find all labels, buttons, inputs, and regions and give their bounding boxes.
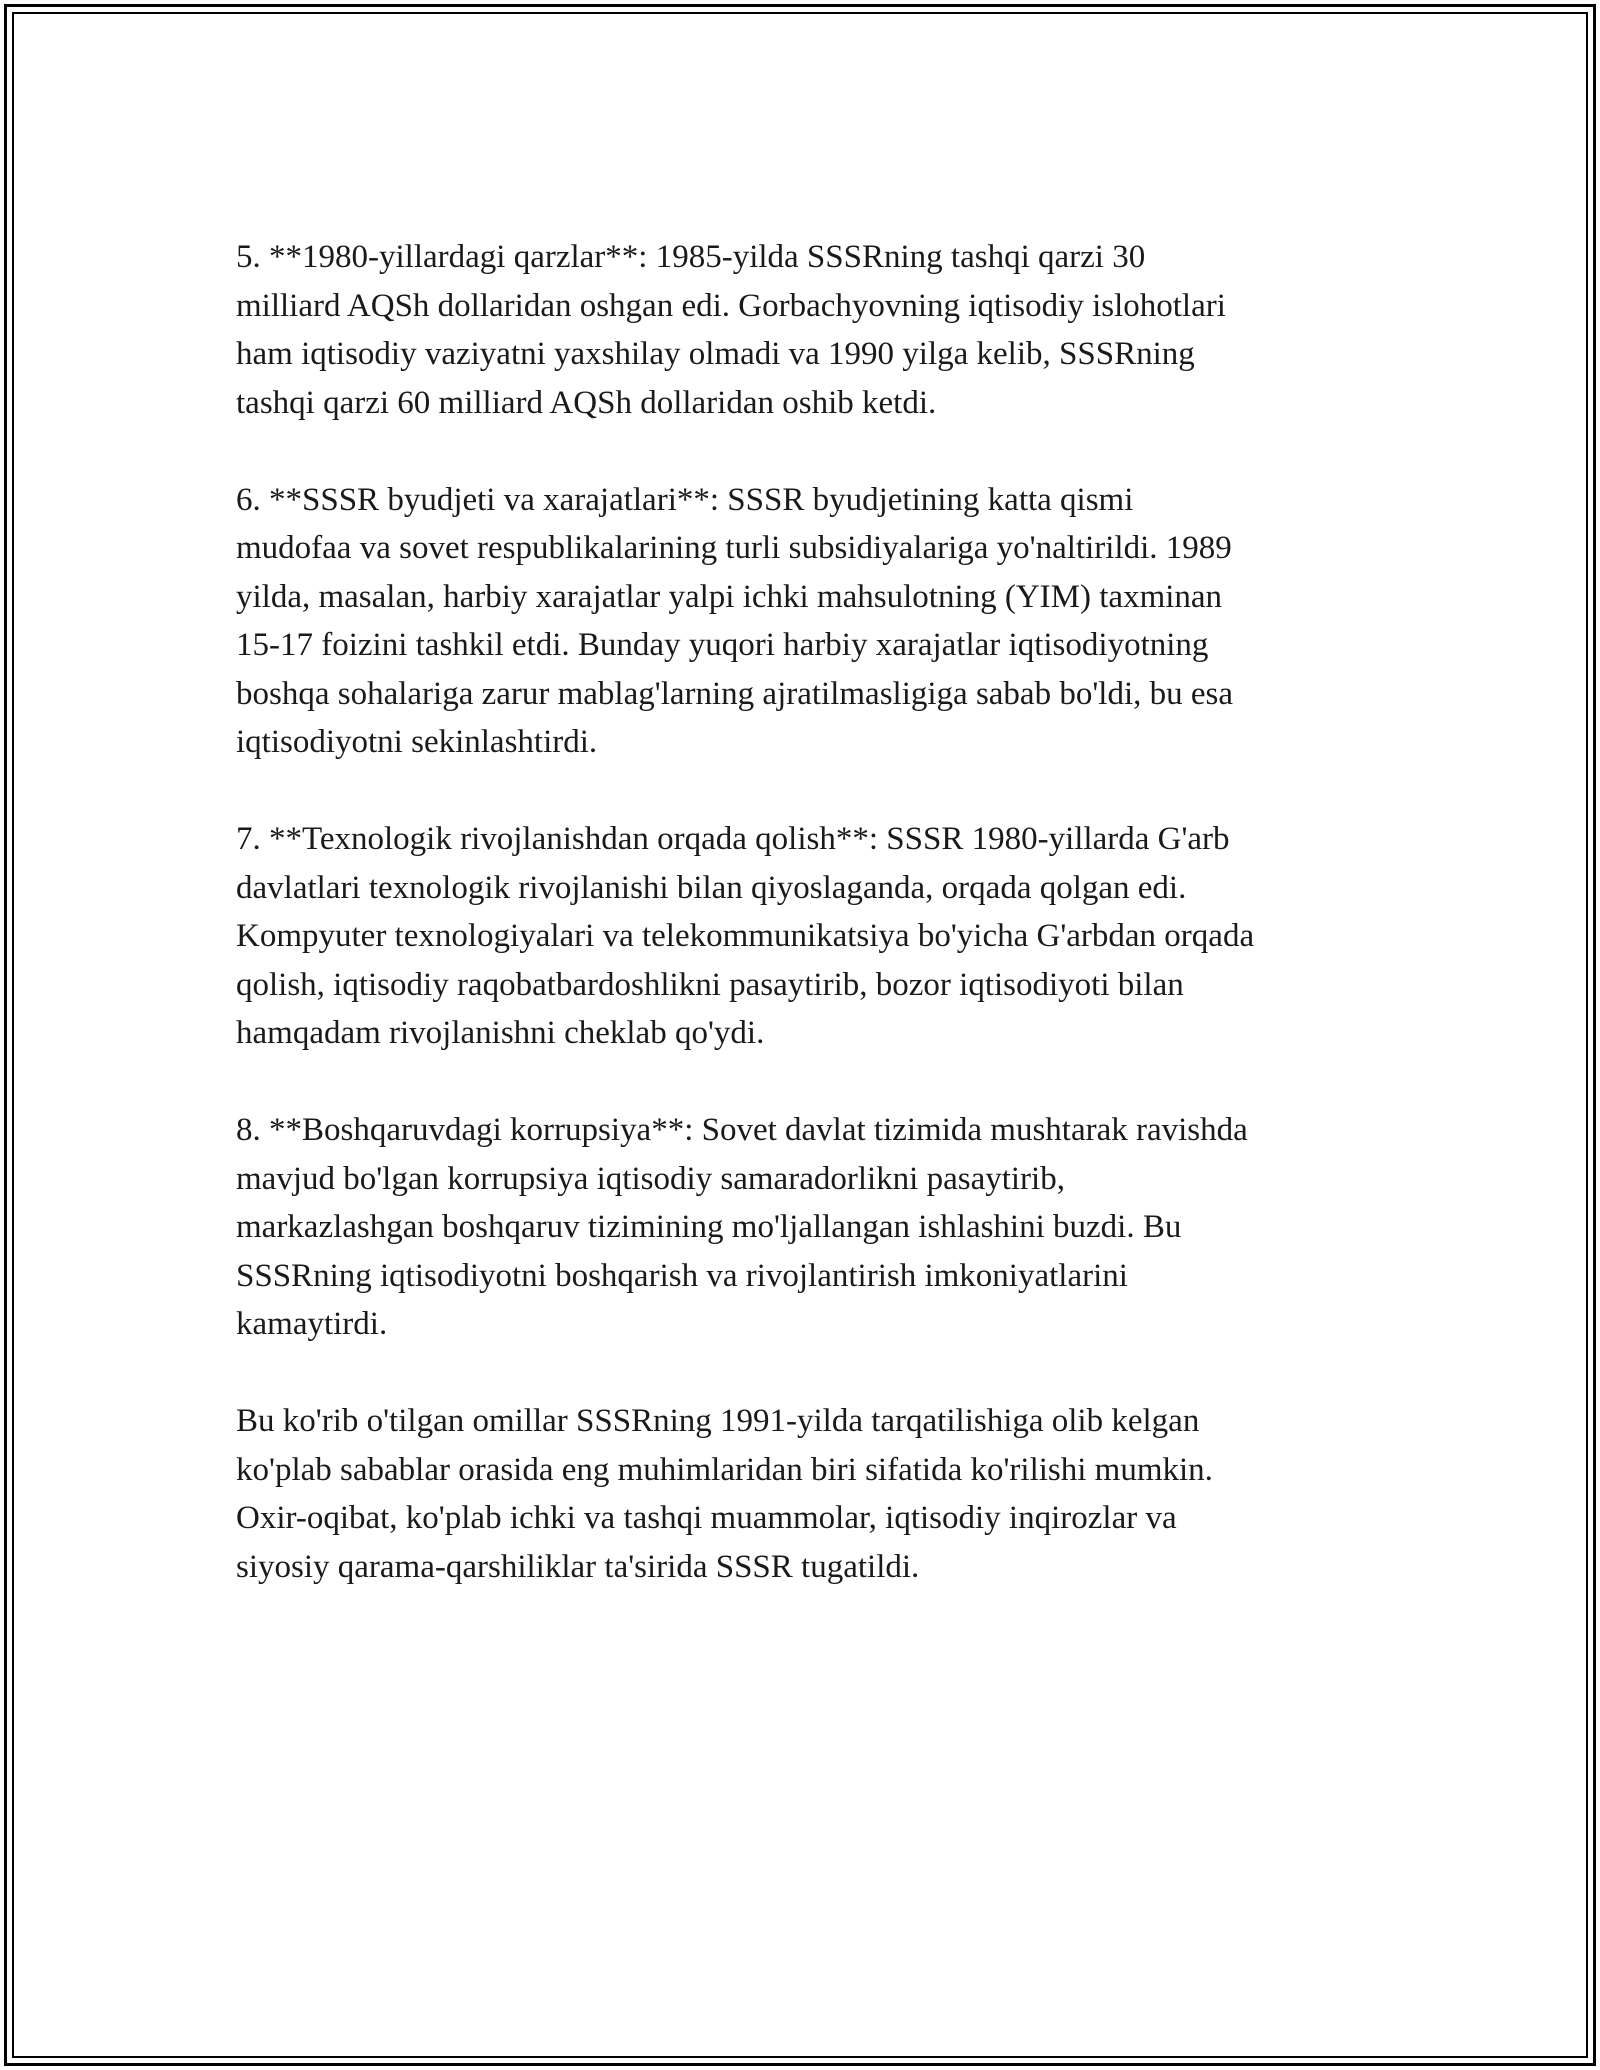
- paragraph-budget-expenses: 6. **SSSR byudjeti va xarajatlari**: SSSR byudjetining katta qismi mudofaa va sovet respublikalarining turli subsidiyalariga yo'naltirildi. 1989 yilda, masalan, harbiy xarajatlar yalpi ichki mahsulotning (YIM) taxminan 15-17 foizini tashkil etdi. Bunday yuqori harbiy xarajatlar iqtisodiyotning boshqa sohalariga zarur mablag'larning ajratilmasligiga sabab bo'ldi, bu esa iqtisodiyotni sekinlashtirdi.: [236, 481, 1233, 760]
- document-body: [236, 233, 1376, 1640]
- paragraph-conclusion: Bu ko'rib o'tilgan omillar SSSRning 1991-yilda tarqatilishiga olib kelgan ko'plab sabablar orasida eng muhimlaridan biri sifatida ko'rilishi mumkin. Oxir-oqibat, ko'plab ichki va tashqi muammolar, iqtisodiy inqirozlar va siyosiy qarama-qarshiliklar ta'sirida SSSR tugatildi.: [236, 1403, 1213, 1585]
- paragraph-debts-1980s: 5. **1980-yillardagi qarzlar**: 1985-yilda SSSRning tashqi qarzi 30 milliard AQSh dollaridan oshgan edi. Gorbachyovning iqtisodiy islohotlari ham iqtisodiy vaziyatni yaxshilay olmadi va 1990 yilga kelib, SSSRning tashqi qarzi 60 milliard AQSh dollaridan oshib ketdi.: [236, 239, 1226, 421]
- paragraph-corruption: 8. **Boshqaruvdagi korrupsiya**: Sovet davlat tizimida mushtarak ravishda mavjud bo'lgan korrupsiya iqtisodiy samaradorlikni pasaytirib, markazlashgan boshqaruv tizimining mo'ljallangan ishlashini buzdi. Bu SSSRning iqtisodiyotni boshqarish va rivojlantirish imkoniyatlarini kamaytirdi.: [236, 1112, 1248, 1342]
- paragraph-technological-lag: 7. **Texnologik rivojlanishdan orqada qolish**: SSSR 1980-yillarda G'arb davlatlari texnologik rivojlanishi bilan qiyoslaganda, orqada qolgan edi. Kompyuter texnologiyalari va telekommunikatsiya bo'yicha G'arbdan orqada qolish, iqtisodiy raqobatbardoshlikni pasaytirib, bozor iqtisodiyoti bilan hamqadam rivojlanishni cheklab qo'ydi.: [236, 821, 1255, 1051]
